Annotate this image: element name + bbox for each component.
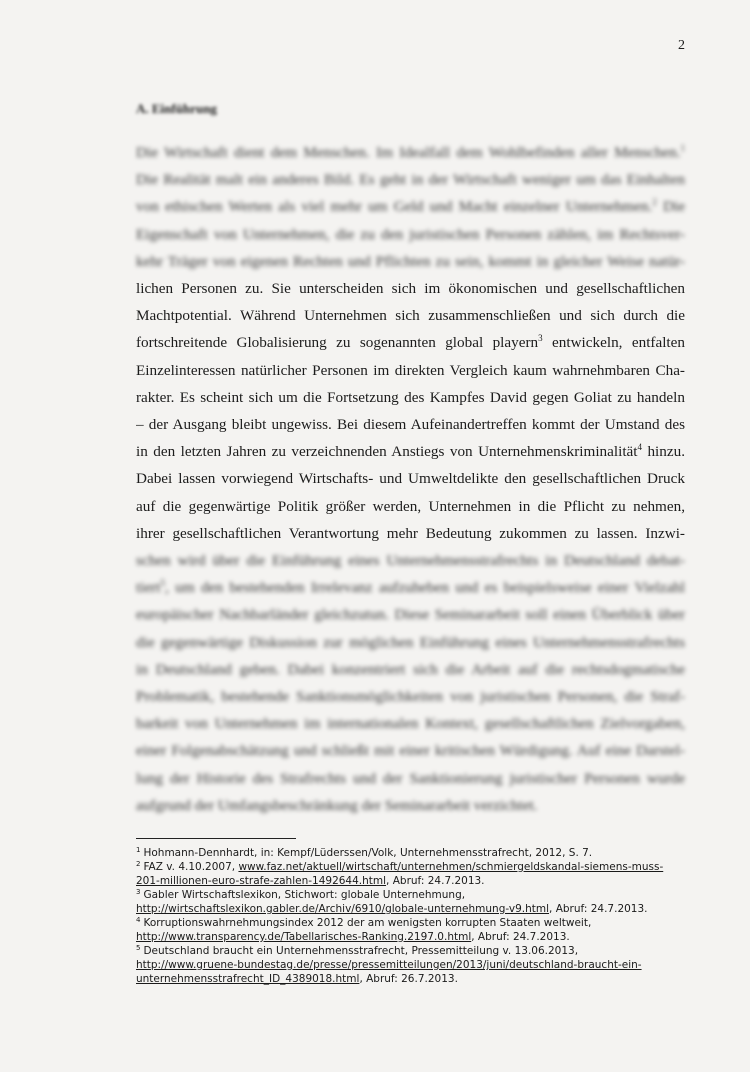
footnote-text: Hohmann-Dennhardt, in: Kempf/Lüderssen/Volk, Unternehmensstrafrecht, 2012, S. 7. — [143, 847, 593, 859]
body-line-text: einer Folgenabschätzung und schließt mit einer kritischen Würdigung. Auf eine Darstel- — [136, 742, 685, 760]
footnote-line — [136, 944, 696, 958]
body-line — [136, 170, 685, 190]
body-line — [136, 361, 685, 381]
body-line-text: aufgrund der Umfangsbeschränkung der Seminararbeit verzichtet. — [136, 796, 538, 814]
footnote-line — [136, 902, 696, 916]
footnote-marker: 5 — [160, 578, 165, 589]
body-line-text: auf die gegenwärtige Politik größer werden, Unternehmen in die Pflicht zu nehmen, — [136, 497, 685, 515]
body-line-text: – der Ausgang bleibt ungewiss. Bei diesem Aufeinandertreffen kommt der Umstand des — [136, 416, 685, 433]
body-line-text: Einzelinteressen natürlicher Personen im direkten Vergleich kaum wahrnehmbaren Cha- — [136, 361, 685, 379]
footnote-line — [136, 846, 696, 860]
footnote-text: Gabler Wirtschaftslexikon, Stichwort: globale Unternehmung, — [143, 889, 466, 901]
body-line — [136, 388, 685, 408]
footnote-marker: 4 — [637, 442, 643, 453]
footnote-text: FAZ v. 4.10.2007, — [143, 861, 239, 873]
body-line-text: in Deutschland geben. Dabei konzentriert sich die Arbeit auf die rechtsdogmatische — [136, 660, 685, 678]
body-line — [136, 333, 685, 353]
body-line — [136, 143, 685, 163]
footnote-text: , Abruf: 24.7.2013. — [471, 931, 570, 943]
body-line-text: Machtpotential. Während Unternehmen sich zusammenschließen und sich durch die — [136, 307, 685, 325]
footnote-divider — [136, 838, 296, 839]
body-line-text: , um den bestehenden Irrelevanz aufzuheben und es beispielsweise einer Vielzahl — [164, 579, 685, 597]
body-line-text: lichen Personen zu. Sie unterscheiden sich im ökonomischen und gesellschaftlichen — [136, 280, 685, 297]
section-heading: A. Einführung — [136, 101, 217, 116]
body-line — [136, 578, 685, 598]
footnote-line — [136, 888, 696, 902]
body-line-text: die gegenwärtige Diskussion zur möglichen Einführung eines Unternehmensstrafrechts — [136, 633, 685, 651]
body-line — [136, 442, 685, 462]
body-line — [136, 714, 685, 734]
page-number: 2 — [678, 38, 685, 53]
body-line-text: Eigenschaft von Unternehmen, die zu den juristischen Personen zählen, im Rechtsver- — [136, 225, 685, 243]
body-line-text: in den letzten Jahren zu verzeichnenden Anstiegs von Unternehmenskriminalität — [136, 443, 638, 461]
body-line — [136, 605, 685, 625]
body-line — [136, 197, 685, 217]
body-line — [136, 279, 685, 299]
body-line — [136, 796, 685, 816]
body-line — [136, 524, 685, 544]
body-line-text: fortschreitende Globalisierung zu sogenannten global playern — [136, 334, 539, 352]
body-line — [136, 660, 685, 680]
footnote-marker: 3 — [538, 333, 543, 344]
footnote-line — [136, 874, 696, 888]
footnote-text: Deutschland braucht ein Unternehmensstrafrecht, Pressemitteilung v. 13.06.2013, — [143, 945, 579, 957]
body-line — [136, 551, 685, 571]
footnote-link[interactable]: unternehmensstrafrecht_ID_4389018.html — [136, 973, 360, 985]
body-line-text: rakter. Es scheint sich um die Fortsetzung des Kampfes David gegen Goliat zu handeln — [136, 388, 685, 406]
body-line — [136, 252, 685, 272]
body-line — [136, 687, 685, 707]
footnote-link[interactable]: 201-millionen-euro-strafe-zahlen-1492644.html — [136, 875, 387, 887]
footnote-line — [136, 916, 696, 930]
footnote-link[interactable]: http://www.transparency.de/Tabellarisches-Ranking.2197.0.html — [136, 931, 472, 943]
footnotes — [136, 846, 696, 986]
footnote-link[interactable]: www.faz.net/aktuell/wirtschaft/unternehmen/schmiergeldskandal-siemens-muss- — [238, 861, 664, 873]
body-line-text: Problematik, bestehende Sanktionsmöglichkeiten von juristischen Personen, die Straf- — [136, 688, 685, 705]
body-line-text: lung der Historie des Strafrechts und der Sanktionierung juristischer Personen wurde — [136, 769, 685, 787]
body-line — [136, 306, 685, 326]
body-line-text: Dabei lassen vorwiegend Wirtschafts- und Umweltdelikte den gesellschaftlichen Druck — [136, 470, 685, 488]
footnote-marker: 2 — [652, 197, 657, 208]
footnote-text: , Abruf: 24.7.2013. — [549, 903, 648, 915]
body-line — [136, 769, 685, 789]
footnote-marker: 1 — [680, 143, 685, 153]
body-line — [136, 497, 685, 517]
body-line-text: Die — [656, 198, 685, 216]
body-line — [136, 469, 685, 489]
body-line-text: barkeit von Unternehmen im internationalen Kontext, gesellschaftlichen Zielvorgaben, — [136, 715, 685, 733]
footnote-number: 2 — [136, 859, 141, 868]
footnote-text: , Abruf: 24.7.2013. — [386, 875, 485, 887]
footnote-line — [136, 860, 696, 874]
footnote-number: 1 — [136, 845, 141, 854]
body-line-text: Die Wirtschaft dient dem Menschen. Im Idealfall dem Wohlbefinden aller Menschen. — [136, 144, 681, 161]
footnote-line — [136, 930, 696, 944]
body-line — [136, 633, 685, 653]
body-line-text: entwickeln, entfalten — [542, 334, 685, 352]
footnote-link[interactable]: http://wirtschaftslexikon.gabler.de/Archiv/6910/globale-unternehmung-v9.html — [136, 903, 550, 915]
footnote-number: 4 — [136, 915, 141, 924]
body-line — [136, 415, 685, 435]
body-line-text: europäischer Nachbarländer gleichzutun. Diese Seminararbeit soll einen Überblick über — [136, 606, 685, 624]
body-line — [136, 225, 685, 245]
body-line-text: schen wird über die Einführung eines Unternehmensstrafrechts in Deutschland debat- — [136, 552, 685, 569]
footnote-text: , Abruf: 26.7.2013. — [359, 973, 458, 985]
body-line — [136, 741, 685, 761]
body-line-text: von ethischen Werten als viel mehr um Geld und Macht einzelner Unternehmen. — [136, 198, 653, 216]
body-line-text: kehr Träger von eigenen Rechten und Pflichten zu sein, kommt in gleicher Weise natür- — [136, 252, 685, 270]
footnote-number: 3 — [136, 887, 141, 896]
body-line-text: ihrer gesellschaftlichen Verantwortung mehr Bedeutung zukommen zu lassen. Inzwi- — [136, 524, 685, 542]
body-line-text: tiert — [136, 579, 161, 597]
body-line-text: Die Realität malt ein anderes Bild. Es geht in der Wirtschaft weniger um das Einhalten — [136, 171, 685, 189]
footnote-text: Korruptionswahrnehmungsindex 2012 der am wenigsten korrupten Staaten weltweit, — [143, 917, 592, 929]
footnote-link[interactable]: http://www.gruene-bundestag.de/presse/pressemitteilungen/2013/juni/deutschland-braucht-ein- — [136, 959, 642, 971]
footnote-line — [136, 958, 696, 972]
footnote-number: 5 — [136, 943, 141, 952]
body-line-text: hinzu. — [642, 443, 685, 461]
footnote-line — [136, 972, 696, 986]
